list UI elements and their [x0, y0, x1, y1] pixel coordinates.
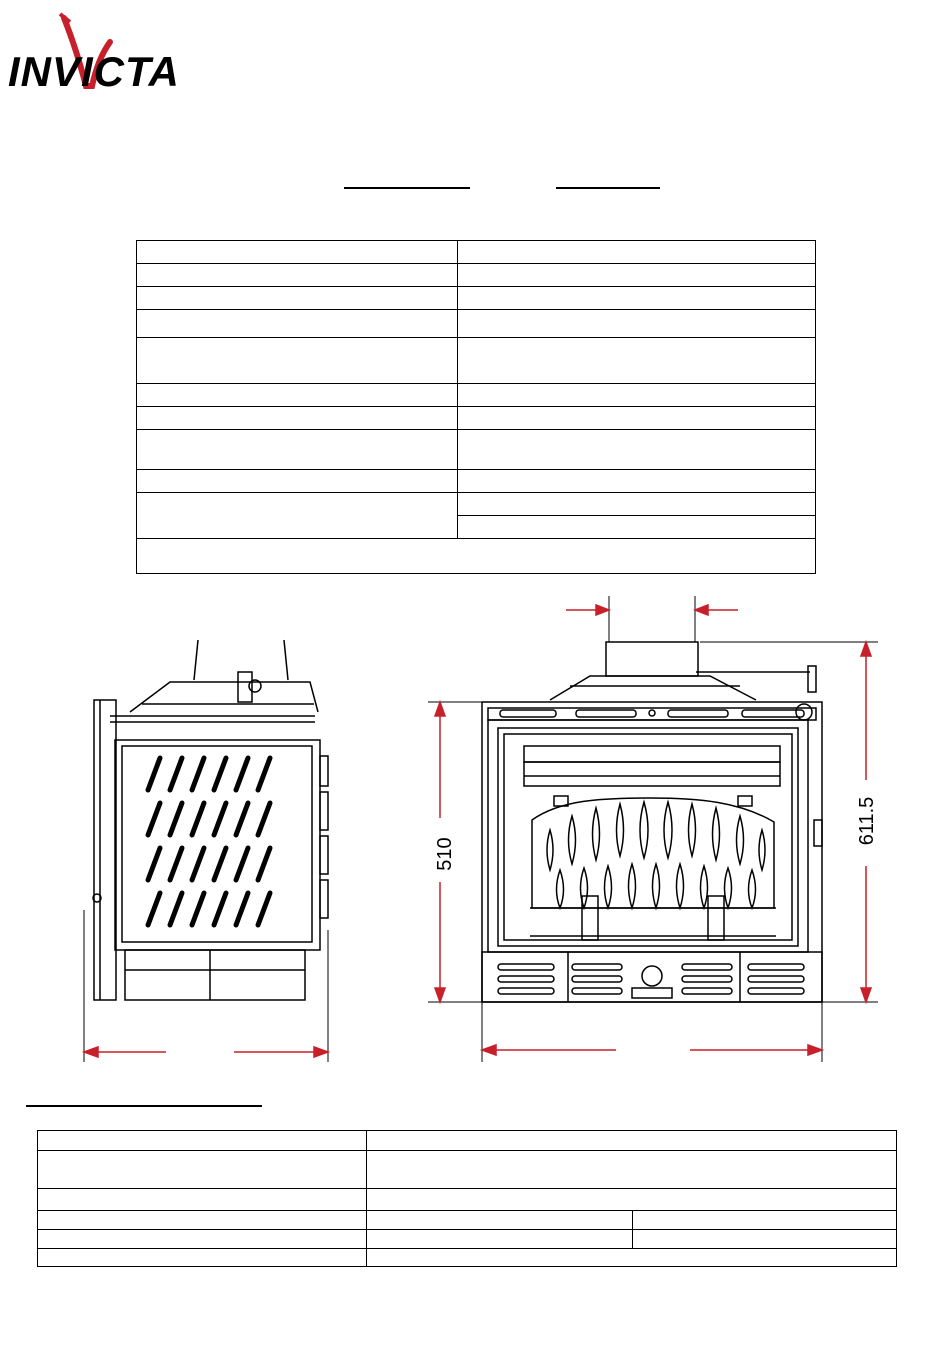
- spec-cell: [458, 493, 816, 516]
- spec-cell: [458, 310, 816, 338]
- spec-cell: [137, 241, 458, 264]
- spec-cell: [137, 384, 458, 407]
- bottom-cell: [38, 1131, 367, 1151]
- spec-cell: [458, 430, 816, 470]
- bottom-table: [37, 1130, 897, 1267]
- spec-cell: [137, 407, 458, 430]
- bottom-cell: [367, 1249, 897, 1267]
- spec-cell: [458, 241, 816, 264]
- spec-cell: [137, 493, 458, 539]
- spec-cell: [458, 516, 816, 539]
- bottom-cell: [367, 1151, 897, 1189]
- brand-logo: [6, 8, 236, 95]
- spec-cell: [458, 287, 816, 310]
- dim-total-height-label: 611.5: [856, 796, 878, 846]
- spec-cell: [137, 287, 458, 310]
- spec-cell: [137, 310, 458, 338]
- bottom-cell: [633, 1230, 897, 1249]
- section-underline: [26, 1105, 262, 1107]
- bottom-cell: [38, 1211, 367, 1230]
- bottom-cell: [38, 1249, 367, 1267]
- bottom-cell: [367, 1189, 897, 1211]
- spec-cell: [137, 539, 816, 574]
- logo-wordmark: INVICTA: [8, 48, 180, 95]
- spec-cell: [458, 384, 816, 407]
- front-view-drawing: [420, 590, 900, 1070]
- bottom-cell: [633, 1211, 897, 1230]
- bottom-cell: [367, 1131, 897, 1151]
- bottom-cell: [38, 1230, 367, 1249]
- spec-cell: [137, 430, 458, 470]
- spec-cell: [458, 264, 816, 287]
- bottom-cell: [367, 1211, 633, 1230]
- spec-cell: [458, 407, 816, 430]
- bottom-cell: [38, 1151, 367, 1189]
- spec-cell: [458, 470, 816, 493]
- dim-height-label: 510: [434, 837, 456, 871]
- spec-table: [136, 240, 816, 574]
- spec-cell: [137, 470, 458, 493]
- bottom-cell: [38, 1189, 367, 1211]
- side-view-drawing: [70, 630, 350, 1070]
- spec-cell: [458, 338, 816, 384]
- title-underline-left: [344, 187, 470, 189]
- title-underline-right: [556, 187, 660, 189]
- spec-cell: [137, 264, 458, 287]
- bottom-cell: [367, 1230, 633, 1249]
- spec-cell: [137, 338, 458, 384]
